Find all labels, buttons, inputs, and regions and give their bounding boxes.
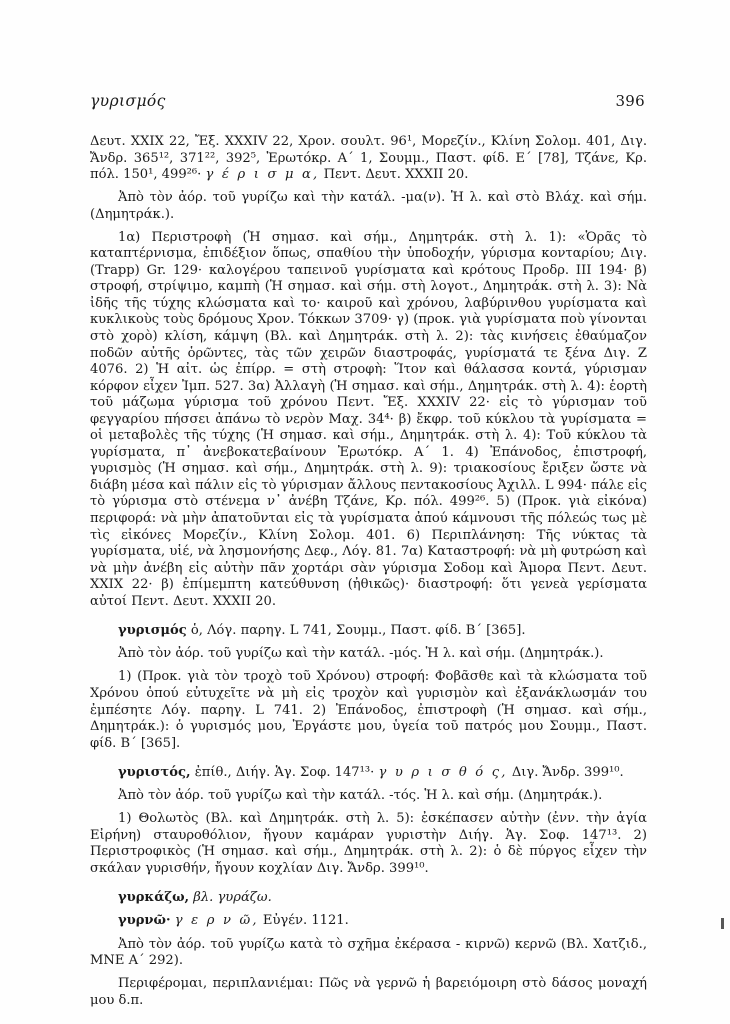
entry-headline-gyrismos <box>90 623 647 640</box>
spaced-lemma-tail: Πεντ. Δευτ. XXXII 20. <box>323 167 469 183</box>
page-number: 396 <box>615 92 645 110</box>
variant-spaced-form: γ ε ρ ν ῶ, <box>174 913 259 929</box>
page-header <box>90 92 645 110</box>
cross-reference: βλ. γυράζω. <box>193 890 272 906</box>
variant-spaced-form: γ υ ρ ι σ θ ό ς, <box>378 765 508 781</box>
headline-tail: ἐπίθ., Διήγ. Ἁγ. Σοφ. 147¹³· <box>194 765 375 781</box>
headword-gyrkazo: γυρκάζω, <box>118 890 190 906</box>
entry-headline-gyrkazo <box>90 890 647 907</box>
running-head: γυρισμός <box>90 92 166 110</box>
senses-gyrno: Περιφέρομαι, περιπλανιέμαι: Πῶς νὰ γερνῶ ἡ βαρειόμοιρη στὸ δάσος μοναχή μου δ.π. <box>90 976 647 1008</box>
headword-gyrismos: γυρισμός <box>118 623 187 639</box>
etymology-gyrno: Ἀπὸ τὸν ἀόρ. τοῦ γυρίζω κατὰ τὸ σχῆμα ἐκέρασα - κιρνῶ) κερνῶ (Βλ. Χατζιδ., ΜΝΕ Α΄ 292). <box>90 936 647 969</box>
headword-gyristos: γυριστός, <box>118 765 191 781</box>
citation-text: Δευτ. XXIX 22, Ἔξ. XXXIV 22, Χρον. σουλτ. 96¹, Μορεζίν., Κλίνη Σολομ. 401, Διγ. Ἄνδρ. 365¹², 371²², 392⁵, Ἐρωτόκρ. Α΄ 1, Σουμμ., Παστ. φίδ. Ε΄ [78], Τζάνε, Κρ. πόλ. 150¹, 499²⁶· <box>90 134 647 183</box>
headword-gyrno: γυρνῶ· <box>118 913 171 929</box>
headline-tail: ὁ, Λόγ. παρηγ. L 741, Σουμμ., Παστ. φίδ. Β΄ [365]. <box>190 623 526 639</box>
etymology-gyristos: Ἀπὸ τὸν ἀόρ. τοῦ γυρίζω καὶ τὴν κατάλ. -τός. Ἡ λ. καὶ σήμ. (Δημητράκ.). <box>118 788 603 804</box>
senses-gyristos: 1) Θολωτὸς (Βλ. καὶ Δημητράκ. στὴ λ. 5): ἐσκέπασεν αὐτὴν (ἐνν. τὴν ἁγία Εἰρήνη) σταυροθόλιον, ἤγουν καμάραν γυριστὴν Διήγ. Ἁγ. Σοφ. 147¹³. 2) Περιστροφικὸς (Ἡ σημασ. καὶ σήμ., Δημητράκ. στὴ λ. 2): ὁ δὲ πύργος εἶχεν τὴν σκάλαν γυρισθήν, ἤγουν κοχλίαν Διγ. Ἄνδρ. 399¹⁰. <box>90 811 647 876</box>
scan-edge-artifact <box>721 918 724 929</box>
sense-list: 1α) Περιστροφὴ (Ἡ σημασ. καὶ σήμ., Δημητράκ. στὴ λ. 1): «Ὁρᾶς τὸ καταπτέρνισμα, ἐπιδέξιον ὅπως, σπαθίου τὴν ὑποδοχήν, γύρισμα κονταρίου; Διγ. (Trapp) Gr. 129· καλογέρου ταπεινοῦ γυρίσματα καὶ κρότους Προδρ. III 194· β) στροφή, στρίψιμο, καμπὴ (Ἡ σημασ. καὶ σήμ. στὴ λογοτ., Δημητράκ. στὴ λ. 3): Νὰ ἰδῆς τῆς τύχης κλώσματα καὶ το· καιροῦ καὶ χρόνου, λαβύρινθου γυρίσματα καὶ κυκλικοὺς τοὺς δρόμους Χρον. Τόκκων 3709· γ) (προκ. γιὰ γυρίσματα ποὺ γίνονται στὸ χορὸ) κλίση, κάμψη (Βλ. καὶ Δημητράκ. στὴ λ. 2): τὰς κινήσεις ἐθαύμαζον ποδῶν αὐτῆς ὁρῶντες, τὰς τῶν χειρῶν διαστροφάς, γυρίσματά τε ξένα Διγ. Ζ 4076. 2) Ἡ αἰτ. ὡς ἐπίρρ. = στὴ στροφὴ: Ἵτον καὶ θάλασσα κοντά, γύρισμαν κόρφον εἶχεν Ἰμπ. 527. 3α) Ἀλλαγὴ (Ἡ σημασ. καὶ σήμ., Δημητράκ. στὴ λ. 4): ἑορτὴ τοῦ μάζωμα γύρισμα τοῦ χρόνου Πεντ. Ἔξ. XXXIV 22· εἰς τὸ γύρισμαν τοῦ φεγγαρίου πήσσει ἀπάνω τὸ νερὸν Μαχ. 34⁴· β) ἔκφρ. τοῦ κύκλου τὰ γυρίσματα = οἱ μεταβολὲς τῆς τύχης (Ἡ σημασ. καὶ σήμ., Δημητράκ. στὴ λ. 4): Τοῦ κύκλου τὰ γυρίσματα, π᾿ ἀνεβοκατεβαίνουν Ἐρωτόκρ. Α΄ 1. 4) Ἐπάνοδος, ἐπιστροφή, γυρισμὸς (Ἡ σημασ. καὶ σήμ., Δημητράκ. στὴ λ. 9): τριακοσίους ἔριξεν ὥστε νὰ διάβη μέσα καὶ πάλιν εἰς τὸ γύρισμαν ἄλλους πεντακοσίους Ἀχιλλ. L 994· πάλε εἰς τὸ γύρισμα στὸ στένεμα ν᾿ ἀνέβη Τζάνε, Κρ. πόλ. 499²⁶. 5) (Προκ. γιὰ εἰκόνα) περιφορά: νὰ μὴν ἀπατοῦνται εἰς τὰ γυρίσματα ἀπού κάμνουσι τῆς πόλεώς τως μὲ τὶς εἰκόνες Μορεζίν., Κλίνη Σολομ. 401. 6) Περιπλάνηση: Τῆς νύκτας τὰ γυρίσματα, υἱέ, νὰ λησμονήσης Δεφ., Λόγ. 81. 7α) Καταστροφή: νὰ μὴ φυτρώση καὶ νὰ μὴν ἀνέβη εἰς αὐτὴν πᾶν χορτάρι σὰν γύρισμα Σοδομ καὶ Ἀμορα Πεντ. Δευτ. XXIX 22· β) ἐπίμεμπτη κατεύθυνση (ἠθικῶς)· διαστροφή: ὅτι γενεὰ γερίσματα αὐτοί Πεντ. Δευτ. XXXII 20. <box>90 229 647 609</box>
senses-gyrismos: 1) (Προκ. γιὰ τὸν τροχὸ τοῦ Χρόνου) στροφή: Φοβᾶσθε καὶ τὰ κλώσματα τοῦ Χρόνου ὁπού εὐτυχεῖτε νὰ μὴ εἰς τροχὸν καὶ γυρισμὸν καὶ ἐξανάκλωσμάν του ἐμπέσητε Λόγ. παρηγ. L 741. 2) Ἐπάνοδος, ἐπιστροφὴ (Ἡ σημασ. καὶ σήμ., Δημητράκ.): ὁ γυρισμός μου, Ἐργάστε μου, ὑγεία τοῦ πατρός μου Σουμμ., Παστ. φίδ. Β΄ [365]. <box>90 669 647 751</box>
citation-block <box>90 134 647 184</box>
etymology-gyrismos: Ἀπὸ τὸν ἀόρ. τοῦ γυρίζω καὶ τὴν κατάλ. -μός. Ἡ λ. καὶ σήμ. (Δημητράκ.). <box>118 646 604 662</box>
entry-headline-gyrno <box>90 913 647 930</box>
text-column <box>90 134 647 1009</box>
spaced-lemma: γ έ ρ ι σ μ α, <box>205 167 320 183</box>
etymology-note: Ἀπὸ τὸν ἀόρ. τοῦ γυρίζω καὶ τὴν κατάλ. -μα(ν). Ἡ λ. καὶ στὸ Βλάχ. καὶ σήμ. (Δημητράκ.). <box>90 190 647 222</box>
entry-headline-gyristos <box>90 765 647 782</box>
variant-tail: Διγ. Ἄνδρ. 399¹⁰. <box>511 765 624 781</box>
variant-tail: Εὐγέν. 1121. <box>262 913 349 929</box>
